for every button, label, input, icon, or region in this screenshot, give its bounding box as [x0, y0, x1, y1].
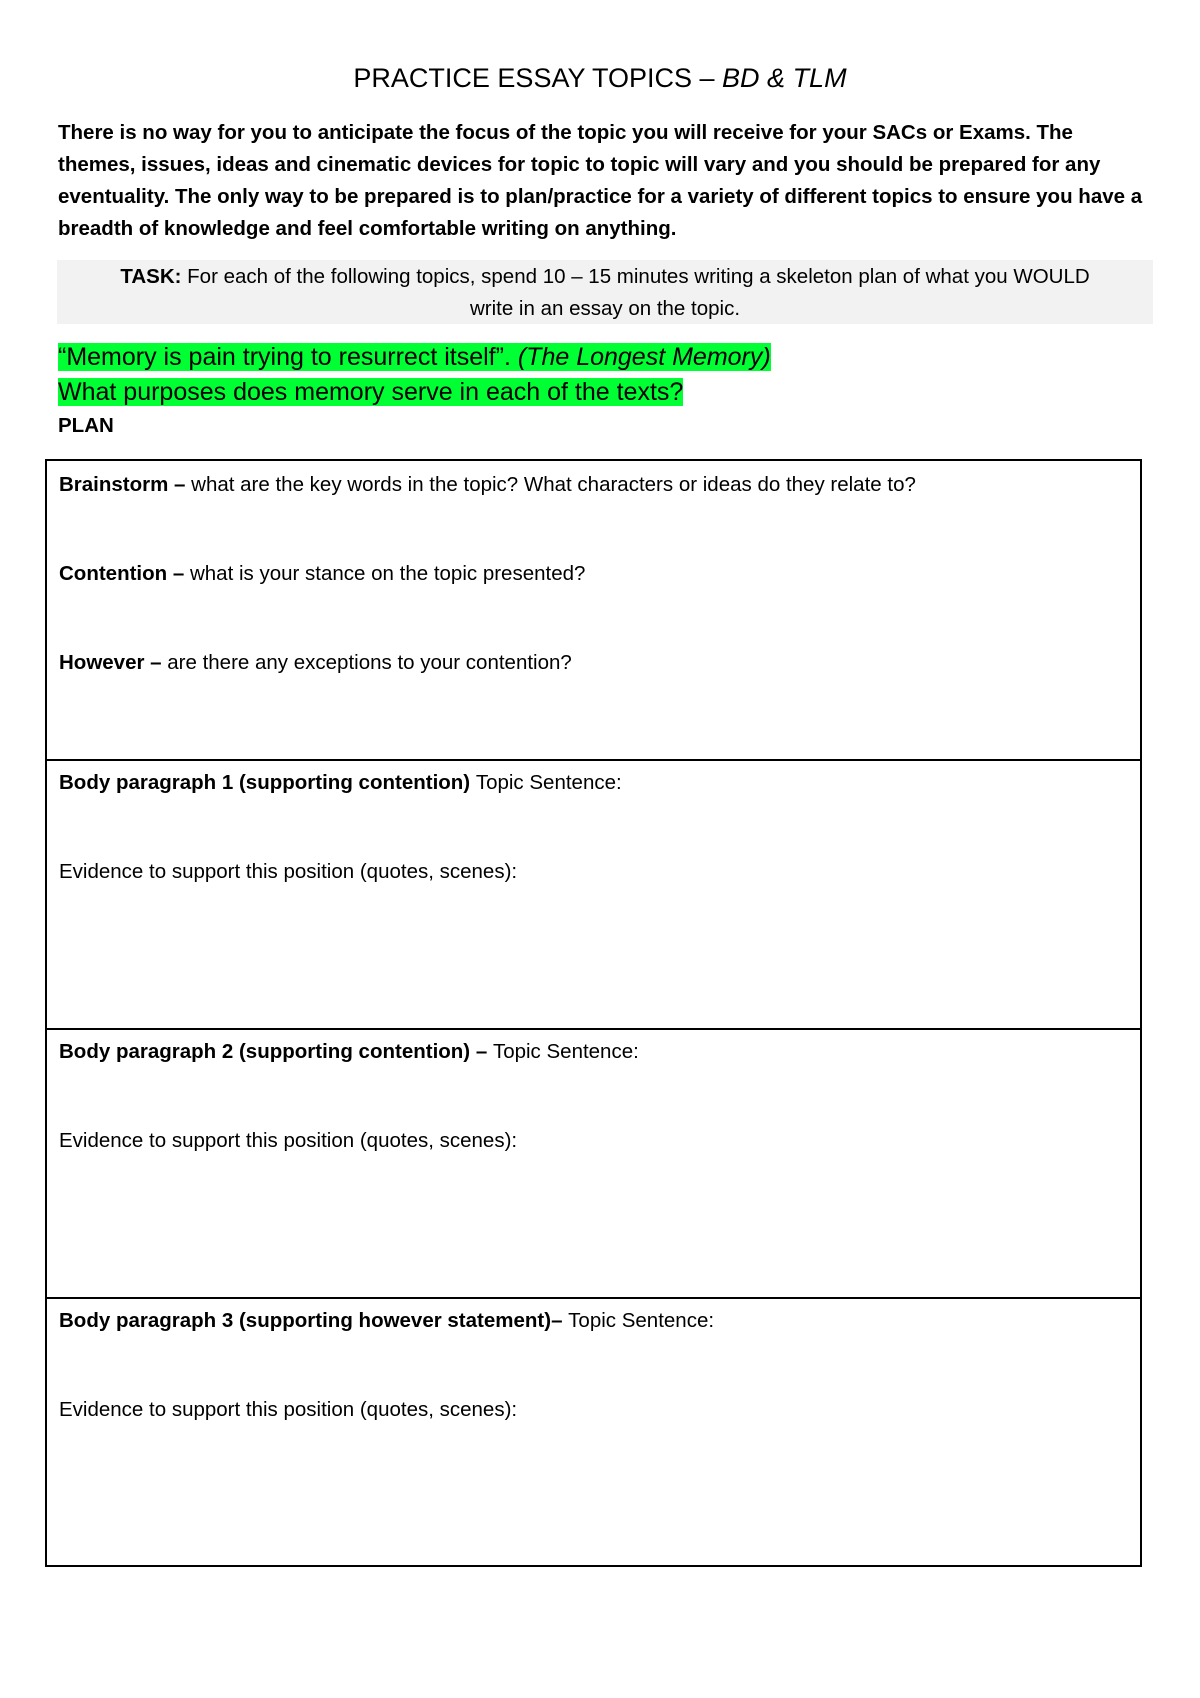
- plan-cell-intro[interactable]: [47, 461, 1140, 761]
- body1-prompt: [59, 769, 622, 797]
- topic-quote-highlight: [58, 343, 771, 371]
- body3-text: Topic Sentence:: [568, 1309, 715, 1332]
- plan-table: [45, 459, 1142, 1567]
- body1-evidence: Evidence to support this position (quotes, scenes):: [59, 860, 518, 883]
- plan-label: PLAN: [58, 414, 114, 437]
- topic-source: (The Longest Memory): [517, 343, 771, 371]
- body2-prompt: [59, 1038, 639, 1066]
- plan-cell-body2[interactable]: [47, 1030, 1140, 1299]
- essay-topic: [58, 340, 771, 410]
- body3-evidence: Evidence to support this position (quotes, scenes):: [59, 1398, 518, 1421]
- topic-quote-line: [58, 340, 771, 375]
- topic-question-line: [58, 375, 771, 410]
- body3-prompt: [59, 1307, 714, 1335]
- body2-text: Topic Sentence:: [492, 1040, 639, 1063]
- topic-question: What purposes does memory serve in each of the texts?: [58, 378, 684, 406]
- title-main: PRACTICE ESSAY TOPICS –: [353, 63, 723, 93]
- task-text-1: For each of the following topics, spend 10 – 15 minutes writing a skeleton plan of what you WOULD: [181, 265, 1090, 288]
- plan-cell-body3[interactable]: [47, 1299, 1140, 1565]
- task-line-2: write in an essay on the topic.: [469, 297, 741, 320]
- contention-prompt: [59, 560, 585, 588]
- task-box: [57, 260, 1153, 324]
- body2-evidence: Evidence to support this position (quotes, scenes):: [59, 1129, 518, 1152]
- body3-label: Body paragraph 3 (supporting however statement)–: [59, 1309, 569, 1332]
- body1-text: Topic Sentence:: [475, 771, 622, 794]
- topic-quote: “Memory is pain trying to resurrect itself”.: [58, 343, 518, 371]
- contention-text: what is your stance on the topic presented?: [189, 562, 586, 585]
- page-title: [0, 60, 1200, 96]
- task-label: TASK:: [120, 265, 182, 288]
- however-prompt: [59, 649, 572, 677]
- intro-paragraph: There is no way for you to anticipate the focus of the topic you will receive for your SACs or Exams. The themes, issues, ideas and cinematic devices for topic to topic will vary and you should be prepared for any eventuality. The only way to be prepared is to plan/practice for a variety of different topics to ensure you have a breadth of knowledge and feel comfortable writing on anything.: [58, 121, 1143, 240]
- brainstorm-prompt: [59, 471, 916, 499]
- however-label: However –: [59, 651, 168, 674]
- plan-cell-body1[interactable]: [47, 761, 1140, 1030]
- brainstorm-label: Brainstorm –: [59, 473, 192, 496]
- body2-label: Body paragraph 2 (supporting contention) –: [59, 1040, 493, 1063]
- title-italic: BD & TLM: [722, 63, 847, 93]
- task-line-1: [57, 261, 1153, 293]
- contention-label: Contention –: [59, 562, 190, 585]
- brainstorm-text: what are the key words in the topic? What characters or ideas do they relate to?: [191, 473, 916, 496]
- body1-label: Body paragraph 1 (supporting contention): [59, 771, 476, 794]
- however-text: are there any exceptions to your contention?: [167, 651, 572, 674]
